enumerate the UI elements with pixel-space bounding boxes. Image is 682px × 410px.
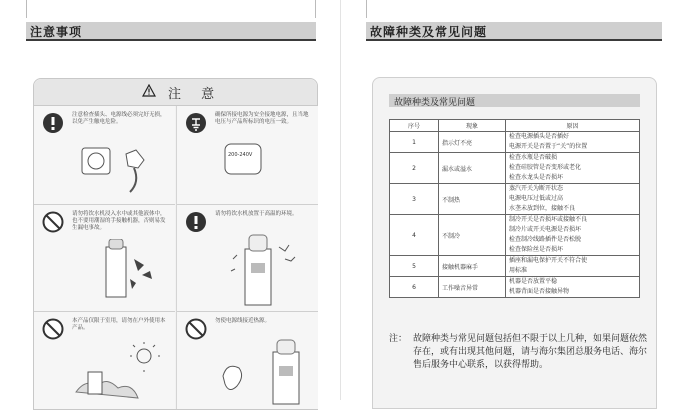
section-header-text: 故障种类及常见问题	[370, 25, 488, 39]
row-phenomenon: 工作噪音异常	[439, 277, 506, 298]
troubleshooting-table	[389, 119, 640, 298]
crop-mark	[366, 0, 367, 18]
row-phenomenon: 不制冷	[439, 215, 506, 256]
caution-text: 请勿将饮水机浸入水中或其他液体中，也不要用潮湿的手接触机器，否则易发生漏电事故。	[72, 211, 166, 231]
crop-mark	[315, 0, 316, 18]
row-phenomenon: 漏水或溢水	[439, 153, 506, 184]
cause-line: 插座和漏电保护开关不符合使	[509, 257, 588, 264]
table-row	[390, 215, 640, 256]
row-causes	[506, 215, 640, 256]
prohibited-icon	[42, 211, 64, 233]
column-header: 现象	[439, 120, 506, 132]
row-causes	[506, 153, 640, 184]
table-row	[390, 132, 640, 153]
cause-line: 检查水瓶是否破损	[509, 154, 558, 161]
row-number: 1	[390, 132, 439, 153]
cause-line: 检查电源插头是否插好	[509, 133, 570, 140]
section-header	[366, 22, 662, 41]
voltage-label: 200-240V	[228, 152, 253, 158]
row-causes	[506, 277, 640, 298]
caution-text: 勿使电源线接近热源。	[215, 318, 271, 324]
section-header-text: 注意事项	[30, 25, 83, 39]
troubleshooting-panel	[372, 77, 657, 409]
cause-line: 检查保险丝是否损坏	[509, 246, 564, 253]
cause-line: 水垄未放到位，接触不良	[509, 205, 576, 212]
mandatory-icon	[185, 211, 207, 233]
cause-line: 用标准	[509, 267, 528, 274]
caution-title: 注 意	[168, 87, 223, 102]
table-row	[390, 153, 640, 184]
warning-icon	[142, 84, 156, 97]
table-row	[390, 184, 640, 215]
table-title: 故障种类及常见问题	[394, 98, 476, 108]
cord-heat-source-icon	[217, 336, 313, 406]
prohibited-icon	[42, 318, 64, 340]
left-page	[0, 0, 341, 400]
cause-line: 电源开关是否置于“关”的位置	[509, 143, 588, 150]
row-causes	[506, 256, 640, 277]
cause-line: 电源电压过低或过高	[509, 195, 564, 202]
note-label: 注：	[389, 334, 408, 344]
caution-item	[34, 106, 175, 205]
grounding-icon	[185, 112, 207, 134]
table-header-row	[390, 120, 640, 132]
row-phenomenon: 接触机器麻手	[439, 256, 506, 277]
row-number: 6	[390, 277, 439, 298]
caution-text: 注意检查插头、电源线必须完好无损，以免产生触电危险。	[72, 112, 166, 125]
caution-text: 确保所接电源为安全接地电源，且当地电压与产品所标识的电压一致。	[215, 112, 309, 125]
crop-mark	[26, 0, 27, 18]
cause-line: 机器是否放置平稳	[509, 278, 558, 285]
row-causes	[506, 132, 640, 153]
caution-text: 请勿将饮水机放置于高温的环境。	[215, 211, 298, 217]
right-page	[341, 0, 682, 400]
caution-item	[34, 312, 175, 409]
note-text: 故障种类与常见问题包括但不限于以上几种，如果问题依然存在，或有出现其他问题，请与海尔集团总服务电话、海尔售后服务中心联系，以获得帮助。	[413, 334, 648, 370]
cause-line: 蒸汽开关为断开状态	[509, 185, 564, 192]
table-title-bar	[389, 94, 640, 107]
cause-line: 制冷开关是否损坏或接触不良	[509, 216, 588, 223]
cause-line: 检查硅胶管是否变形或老化	[509, 164, 582, 171]
cause-line: 制冷片或开关电源是否损坏	[509, 226, 582, 233]
voltage-meter-icon	[223, 142, 263, 176]
table-row	[390, 256, 640, 277]
row-number: 3	[390, 184, 439, 215]
caution-item	[34, 205, 175, 312]
table-row	[390, 277, 640, 298]
cause-line: 检查制冷线路插件是否松脱	[509, 236, 582, 243]
row-number: 5	[390, 256, 439, 277]
row-phenomenon: 不制热	[439, 184, 506, 215]
outdoor-sun-icon	[74, 342, 170, 402]
water-splash-icon	[100, 239, 160, 305]
caution-text: 本产品仅限于室用，请勿在户外使用本产品。	[72, 318, 166, 331]
caution-header	[34, 79, 317, 106]
section-header	[26, 22, 316, 41]
caution-item	[177, 205, 318, 312]
cause-line: 检查水龙头是否损坏	[509, 174, 564, 181]
column-header: 原因	[506, 120, 640, 132]
plug-socket-icon	[78, 140, 158, 196]
cause-line: 机器背面是否接触异物	[509, 288, 570, 295]
row-number: 2	[390, 153, 439, 184]
caution-item	[177, 106, 318, 205]
row-phenomenon: 指示灯不亮	[439, 132, 506, 153]
mandatory-icon	[42, 112, 64, 134]
prohibited-icon	[185, 318, 207, 340]
column-header: 序号	[390, 120, 439, 132]
water-dispenser-heat-icon	[229, 225, 311, 307]
row-number: 4	[390, 215, 439, 256]
caution-item	[177, 312, 318, 409]
row-causes	[506, 184, 640, 215]
caution-panel	[33, 78, 318, 410]
